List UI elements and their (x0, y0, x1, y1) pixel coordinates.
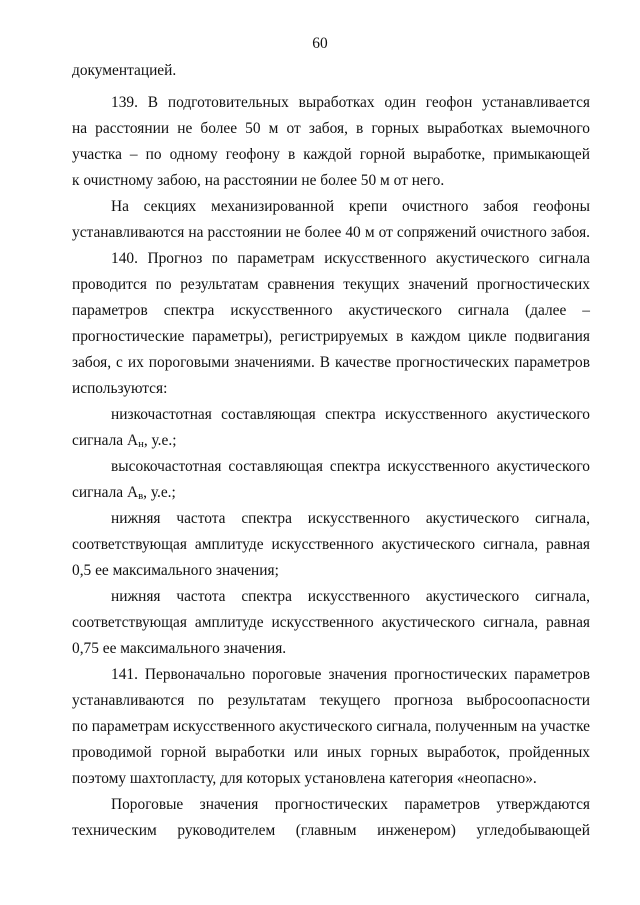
text-line: соответствующая амплитуде искусственного акустического сигнала, равная (72, 614, 590, 631)
text-line: 0,75 ее максимального значения. (72, 640, 287, 657)
text-line: проводится по результатам сравнения текущих значений прогностических (72, 276, 590, 293)
text-run: , у.е.; (143, 432, 177, 449)
text-line: по параметрам искусственного акустического сигнала, полученным на участке (72, 718, 590, 735)
text-line: Пороговые значения прогностических параметров утверждаются (111, 796, 590, 813)
text-line: документацией. (72, 62, 177, 79)
text-line: высокочастотная составляющая спектра искусственного акустического (111, 458, 590, 475)
text-line: проводимой горной выработки или иных горных выработок, пройденных (72, 744, 590, 761)
text-run: , у.е.; (143, 484, 176, 501)
text-line: соответствующая амплитуде искусственного акустического сигнала, равная (72, 536, 590, 553)
text-line: 141. Первоначально пороговые значения прогностических параметров (111, 666, 590, 683)
page-number: 60 (312, 35, 328, 52)
text-line: к очистному забою, на расстоянии не более 50 м от него. (72, 172, 445, 189)
text-line: параметров спектра искусственного акустического сигнала (далее – (72, 302, 590, 319)
subscript: в (138, 490, 144, 503)
subscript: н (138, 438, 144, 451)
text-line: нижняя частота спектра искусственного акустического сигнала, (111, 510, 590, 527)
text-line: поэтому шахтопласту, для которых установлена категория «неопасно». (72, 770, 537, 787)
text-line: 139. В подготовительных выработках один геофон устанавливается (111, 94, 590, 111)
text-line: низкочастотная составляющая спектра искусственного акустического (111, 406, 590, 423)
text-run: сигнала А (72, 432, 139, 449)
text-line: 140. Прогноз по параметрам искусственного акустического сигнала (111, 250, 590, 267)
text-line: устанавливаются по результатам текущего прогноза выбросоопасности (72, 692, 590, 709)
text-line: нижняя частота спектра искусственного акустического сигнала, (111, 588, 590, 605)
text-run: сигнала А (72, 484, 139, 501)
text-line: устанавливаются на расстоянии не более 40 м от сопряжений очистного забоя. (72, 224, 590, 241)
text-line (72, 432, 176, 453)
text-line: На секциях механизированной крепи очистного забоя геофоны (111, 198, 590, 215)
text-line: 0,5 ее максимального значения; (72, 562, 279, 579)
text-line: прогностические параметры), регистрируемых в каждом цикле подвигания (72, 328, 590, 345)
text-line: используются: (72, 380, 168, 397)
text-line: участка – по одному геофону в каждой горной выработке, примыкающей (72, 146, 590, 163)
text-line: на расстоянии не более 50 м от забоя, в горных выработках выемочного (72, 120, 590, 137)
text-line: техническим руководителем (главным инженером) угледобывающей (72, 822, 590, 839)
text-line: забоя, с их пороговыми значениями. В качестве прогностических параметров (72, 354, 590, 371)
text-line (72, 484, 176, 505)
